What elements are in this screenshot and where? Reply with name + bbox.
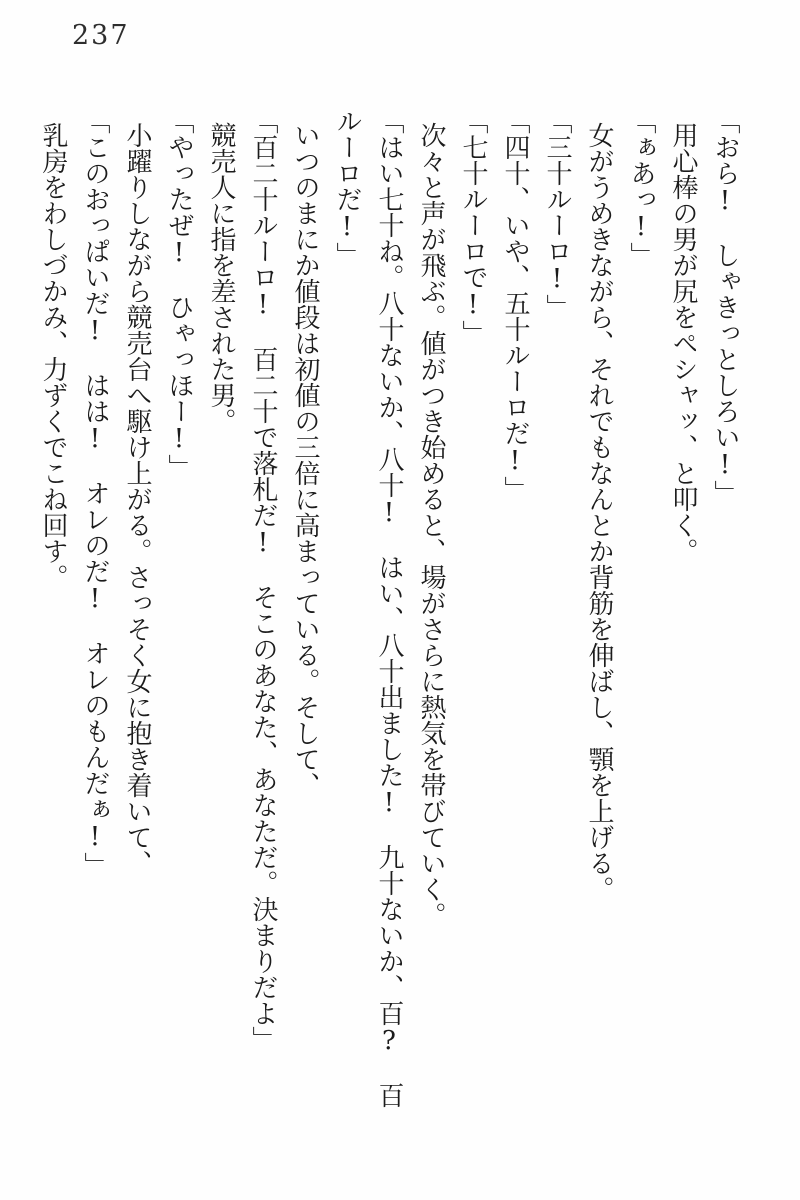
text-line: 「百二十ルーロ! 百二十で落札だ! そこのあなた、あなただ。決まりだよ」 (248, 108, 278, 1052)
page-number: 237 (72, 20, 130, 51)
text-line: 次々と声が飛ぶ。値がつき始めると、場がさらに熱気を帯びていく。 (416, 122, 446, 928)
text-line: 「ぁあっ!」 (626, 108, 656, 268)
text-line: 小躍りしながら競売台へ駆け上がる。さっそく女に抱き着いて、 (122, 122, 152, 876)
text-line: 「やったぜ! ひゃっほー!」 (164, 108, 194, 480)
text-line: 「七十ルーロで!」 (458, 108, 488, 346)
text-line: 「おら! しゃきっとしろい!」 (710, 108, 740, 506)
text-columns (32, 108, 746, 1128)
text-line: 用心棒の男が尻をペシャッ、と叩く。 (668, 122, 698, 564)
text-line: ルーロだ!」 (332, 108, 362, 268)
text-line: 「三十ルーロ!」 (542, 108, 572, 320)
text-line: 競売人に指を差された男。 (206, 122, 236, 434)
text-line: 女がうめきながら、それでもなんとか背筋を伸ばし、顎を上げる。 (584, 122, 614, 902)
text-line: いつのまにか値段は初値の三倍に高まっている。そして、 (290, 122, 320, 798)
text-line: 「四十、いや、五十ルーロだ!」 (500, 108, 530, 502)
text-line: 「このおっぱいだ! はは! オレのだ! オレのもんだぁ!」 (80, 108, 110, 878)
text-line: 乳房をわしづかみ、力ずくでこね回す。 (38, 122, 68, 590)
text-line: 「はい七十ね。八十ないか、八十! はい、八十出ました! 九十ないか、百? 百 (374, 108, 404, 1108)
